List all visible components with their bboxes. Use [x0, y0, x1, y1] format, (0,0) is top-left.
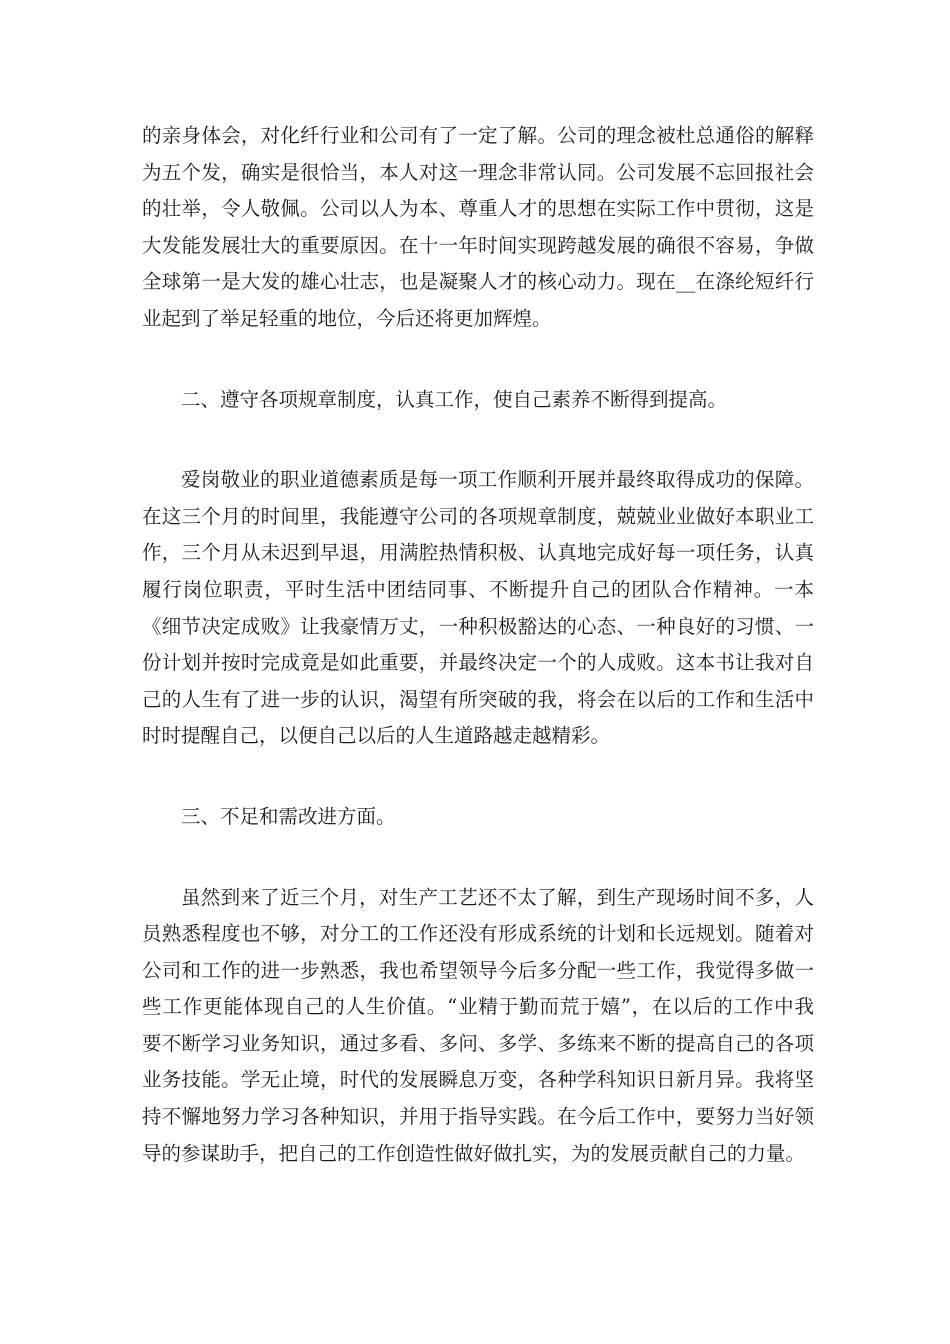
text-line: 业起到了举足轻重的地位，今后还将更加辉煌。: [142, 306, 552, 330]
text-line: 为五个发，确实是很恰当，本人对这一理念非常认同。公司发展不忘回报社会: [142, 160, 814, 184]
text-line: 要不断学习业务知识，通过多看、多问、多学、多练来不断的提高自己的各项: [142, 1031, 814, 1055]
text-line: 时时提醒自己，以便自己以后的人生道路越走越精彩。: [142, 724, 611, 748]
heading-text: 二、遵守各项规章制度，认真工作，使自己素养不断得到提高。: [181, 387, 728, 411]
document-body: [142, 118, 814, 1172]
heading-text: 三、不足和需改进方面。: [181, 804, 396, 828]
text-line: 导的参谋助手，把自己的工作创造性做好做扎实，为的发展贡献自己的力量。: [142, 1141, 806, 1165]
text-line: 些工作更能体现自己的人生价值。“业精于勤而荒于嬉”，在以后的工作中我: [142, 995, 814, 1019]
text-line: 份计划并按时完成竟是如此重要，并最终决定一个的人成败。这本书让我对自: [142, 651, 814, 675]
text-line: 全球第一是大发的雄心壮志，也是凝聚人才的核心动力。现在__在涤纶短纤行: [142, 270, 814, 294]
text-line: 作，三个月从未迟到早退，用满腔热情积极、认真地完成好每一项任务，认真: [142, 541, 814, 565]
text-line: 在这三个月的时间里，我能遵守公司的各项规章制度，兢兢业业做好本职业工: [142, 504, 814, 528]
section-heading-improvement: [142, 799, 814, 836]
paragraph-shortcomings: [142, 880, 814, 1173]
text-line: 的壮举，令人敬佩。公司以人为本、尊重人才的思想在实际工作中贯彻，这是: [142, 197, 814, 221]
text-line: 《细节决定成败》让我豪情万丈，一种积极豁达的心态、一种良好的习惯、一: [142, 614, 814, 638]
text-line: 己的人生有了进一步的认识，渴望有所突破的我，将会在以后的工作和生活中: [142, 687, 814, 711]
text-line: 持不懈地努力学习各种知识，并用于指导实践。在今后工作中，要努力当好领: [142, 1105, 814, 1129]
text-line: 虽然到来了近三个月，对生产工艺还不太了解，到生产现场时间不多，人: [181, 885, 814, 909]
text-line: 大发能发展壮大的重要原因。在十一年时间实现跨越发展的确很不容易，争做: [142, 233, 814, 257]
section-heading-rules: [142, 382, 814, 419]
paragraph-intro: [142, 118, 814, 338]
text-line: 爱岗敬业的职业道德素质是每一项工作顺利开展并最终取得成功的保障。: [181, 468, 814, 492]
text-line: 的亲身体会，对化纤行业和公司有了一定了解。公司的理念被杜总通俗的解释: [142, 124, 814, 147]
text-line: 履行岗位职责，平时生活中团结同事、不断提升自己的团队合作精神。一本: [142, 577, 814, 601]
text-line: 业务技能。学无止境，时代的发展瞬息万变，各种学科知识日新月异。我将坚: [142, 1068, 814, 1092]
text-line: 公司和工作的进一步熟悉，我也希望领导今后多分配一些工作，我觉得多做一: [142, 958, 814, 982]
text-line: 员熟悉程度也不够，对分工的工作还没有形成系统的计划和长远规划。随着对: [142, 922, 814, 946]
paragraph-dedication: [142, 462, 814, 755]
